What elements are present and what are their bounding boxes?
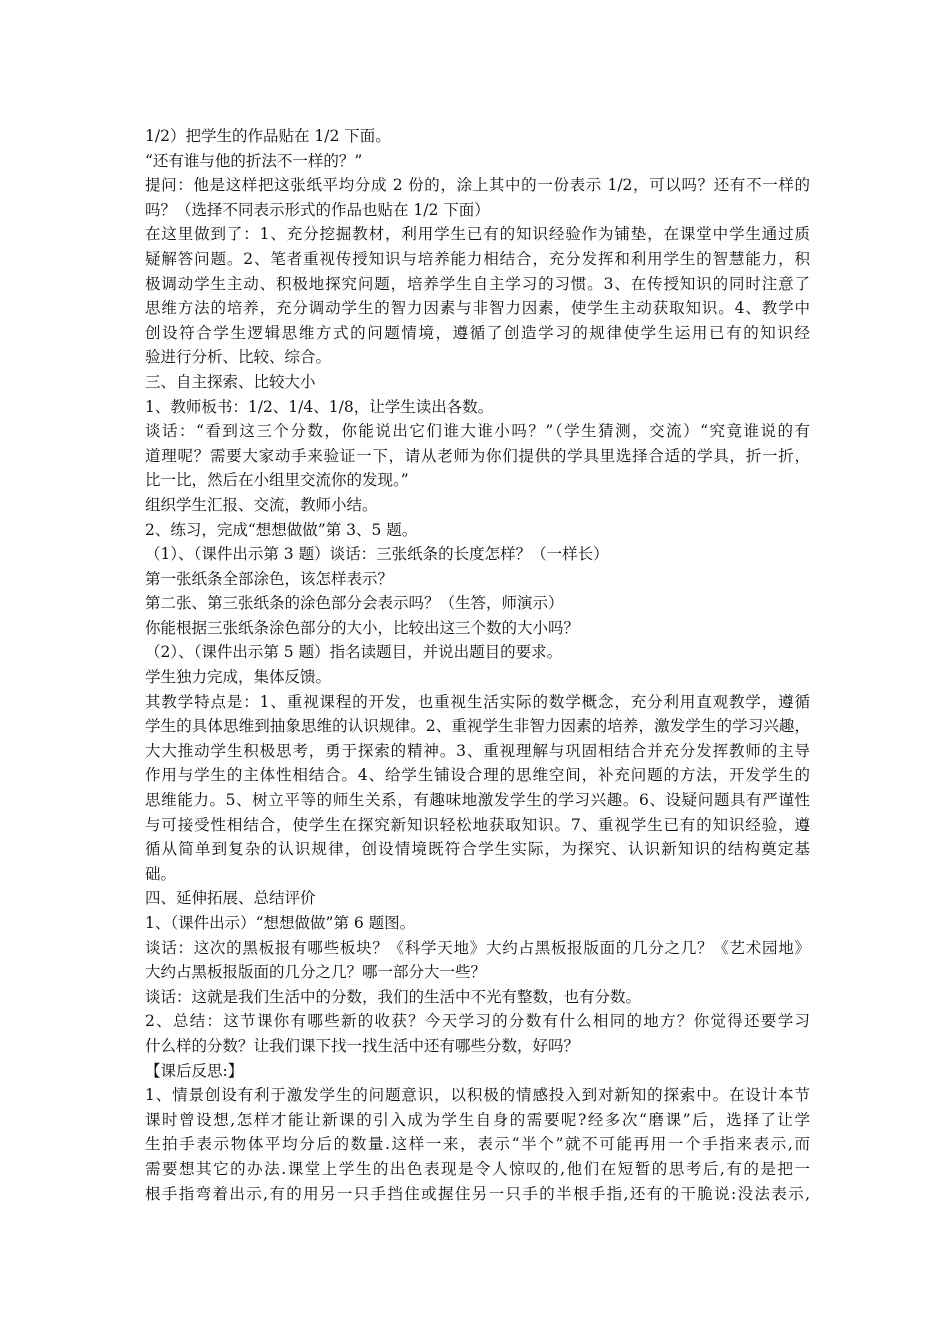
text-line: 作用与学生的主体性相结合。4、给学生铺设合理的思维空间，补充问题的方法，开发学生的	[145, 766, 810, 785]
text-line: 2、总结：这节课你有哪些新的收获？今天学习的分数有什么相同的地方？你觉得还要学习	[145, 1012, 810, 1031]
text-line: 第二张、第三张纸条的涂色部分会表示吗？（生答，师演示）	[145, 594, 564, 613]
text-line: 生拍手表示物体平均分后的数量.这样一来，表示“半个”就不可能再用一个手指来表示,而	[145, 1135, 810, 1154]
text-line: 根手指弯着出示,有的用另一只手挡住或握住另一只手的半根手指,还有的干脆说:没法表示,	[145, 1184, 810, 1203]
text-line: 组织学生汇报、交流，教师小结。	[145, 495, 378, 514]
text-line: 1、（课件出示）“想想做做”第 6 题图。	[145, 914, 416, 932]
text-line: 学生独力完成，集体反馈。	[145, 668, 332, 687]
text-line: 础。	[145, 864, 177, 883]
text-line: 谈话：这次的黑板报有哪些板块？《科学天地》大约占黑板报版面的几分之几？《艺术园地》	[145, 938, 810, 957]
text-line: 思维能力。5、树立平等的师生关系，有趣味地激发学生的学习兴趣。6、设疑问题具有严谨性	[145, 791, 810, 810]
text-line: 需要想其它的办法.课堂上学生的出色表现是令人惊叹的,他们在短暂的思考后,有的是把一	[145, 1159, 810, 1178]
text-line: 思维方法的培养，充分调动学生的智力因素与非智力因素，使学生主动获取知识。4、教学中	[145, 299, 810, 318]
text-line: 道理呢？需要大家动手来验证一下，请从老师为你们提供的学具里选择合适的学具，折一折，	[145, 446, 810, 465]
text-line: 四、延伸拓展、总结评价	[145, 889, 316, 908]
text-line: 比一比，然后在小组里交流你的发现。”	[145, 471, 409, 490]
text-line: “还有谁与他的折法不一样的？”	[145, 151, 363, 170]
text-line: （1）、（课件出示第 3 题）谈话：三张纸条的长度怎样？（一样长）	[145, 545, 609, 564]
text-line: 大约占黑板报版面的几分之几？哪一部分大一些？	[145, 963, 487, 982]
text-line: 第一张纸条全部涂色，该怎样表示？	[145, 569, 394, 588]
text-line: 循从简单到复杂的认识规律，创设情境既符合学生实际，为探究、认识新知识的结构奠定基	[145, 840, 810, 859]
text-line: 吗？（选择不同表示形式的作品也贴在 1/2 下面）	[145, 200, 490, 219]
text-line: 学生的具体思维到抽象思维的认识规律。2、重视学生非智力因素的培养，激发学生的学习兴趣，	[145, 717, 810, 736]
text-line: 什么样的分数？让我们课下找一找生活中还有哪些分数，好吗？	[145, 1036, 580, 1055]
text-line: 1、教师板书：1/2、1/4、1/8，让学生读出各数。	[145, 397, 494, 416]
text-line: 其教学特点是：1、重视课程的开发，也重视生活实际的数学概念，充分利用直观教学，遵循	[145, 692, 810, 711]
text-line: 谈话：这就是我们生活中的分数，我们的生活中不光有整数，也有分数。	[145, 987, 642, 1006]
text-line: 提问：他是这样把这张纸平均分成 2 份的，涂上其中的一份表示 1/2，可以吗？还有不一样的	[145, 176, 810, 195]
text-line: 2、练习，完成“想想做做”第 3、5 题。	[145, 520, 418, 539]
text-line: 验进行分析、比较、综合。	[145, 348, 332, 367]
text-line: 三、自主探索、比较大小	[145, 372, 316, 391]
text-line: 疑解答问题。2、笔者重视传授知识与培养能力相结合，充分发挥和利用学生的智慧能力，积	[145, 249, 810, 268]
text-line: 大大推动学生积极思考，勇于探索的精神。3、重视理解与巩固相结合并充分发挥教师的主导	[145, 741, 810, 760]
text-line: 【课后反思:】	[145, 1061, 244, 1080]
text-line: 与可接受性相结合，使学生在探究新知识轻松地获取知识。7、重视学生已有的知识经验，遵	[145, 815, 810, 834]
text-line: 你能根据三张纸条涂色部分的大小，比较出这三个数的大小吗？	[145, 618, 580, 637]
text-line: 1/2）把学生的作品贴在 1/2 下面。	[145, 127, 391, 145]
text-line: 在这里做到了：1、充分挖掘教材，利用学生已有的知识经验作为铺垫，在课堂中学生通过质	[145, 225, 810, 244]
document-body	[145, 124, 810, 1206]
text-line: 课时曾设想,怎样才能让新课的引入成为学生自身的需要呢?经多次“磨课”后，选择了让学	[145, 1110, 810, 1129]
text-line: 创设符合学生逻辑思维方式的问题情境，遵循了创造学习的规律使学生运用已有的知识经	[145, 323, 810, 342]
text-line: 极调动学生主动、积极地探究问题，培养学生自主学习的习惯。3、在传授知识的同时注意了	[145, 274, 810, 293]
text-line: 谈话：“看到这三个分数，你能说出它们谁大谁小吗？”（学生猜测，交流）“究竟谁说的有	[145, 422, 810, 441]
text-line: （2）、（课件出示第 5 题）指名读题目，并说出题目的要求。	[145, 643, 563, 662]
text-line: 1、情景创设有利于激发学生的问题意识，以积极的情感投入到对新知的探索中。在设计本节	[145, 1086, 810, 1105]
